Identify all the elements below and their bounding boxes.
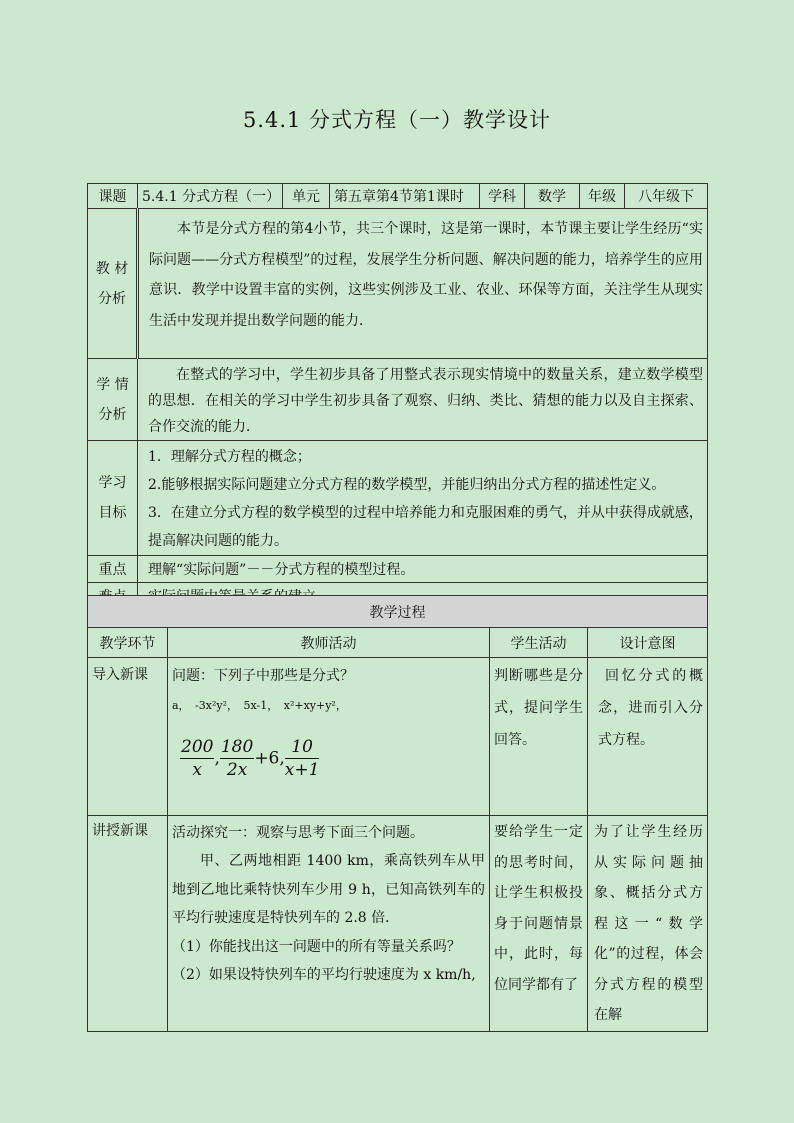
process-title: 教学过程 — [88, 596, 708, 628]
intro-intent: 回忆分式的概念，进而引入分式方程。 — [598, 668, 703, 748]
header-teacher: 教师活动 — [168, 628, 490, 658]
intro-student: 判断哪些是分式，提问学生回答。 — [494, 668, 583, 748]
subject-value: 数学 — [525, 184, 580, 209]
students-row — [88, 359, 708, 441]
unit-label: 单元 — [283, 184, 330, 209]
topic-value: 5.4.1 分式方程（一） — [138, 184, 283, 209]
denominator: x — [192, 760, 203, 780]
header-intent: 设计意图 — [588, 628, 708, 658]
key-point-label: 重点 — [88, 556, 138, 583]
explore-row — [88, 816, 708, 1032]
process-table — [87, 595, 708, 1032]
fraction — [285, 736, 320, 781]
intro-question: 问题：下列子中那些是分式？ — [172, 668, 354, 684]
denominator: x+1 — [284, 760, 320, 780]
fraction — [220, 736, 254, 781]
students-label: 学 情 分析 — [88, 359, 138, 441]
grade-value: 八年级下 — [625, 184, 708, 209]
process-title-row — [88, 596, 708, 628]
fraction-tail: +6, — [254, 748, 285, 769]
goal-item: 2.能够根据实际问题建立分式方程的数学模型，并能归纳出分式方程的描述性定义。 — [148, 477, 666, 493]
denominator: 2x — [226, 760, 248, 780]
goal-item: 3．在建立分式方程的数学模型的过程中培养能力和克服困难的勇气，并从中获得成就感，提高解决问题的能力。 — [148, 505, 703, 549]
explore-question-1: （1）你能找出这一问题中的所有等量关系吗？ — [172, 938, 461, 955]
page-title: 5.4.1 分式方程（一）教学设计 — [242, 108, 552, 132]
key-point-text: 理解“实际问题”－－分式方程的模型过程。 — [138, 556, 708, 583]
explore-problem: 甲、乙两地相距 1400 km，乘高铁列车从甲地到乙地比乘特快列车少用 9 h，已知高铁列车的平均行驶速度是特快列车的 2.8 倍． — [172, 853, 485, 926]
process-header-row — [88, 628, 708, 658]
subject-label: 学科 — [480, 184, 525, 209]
numerator: 180 — [220, 737, 254, 757]
intro-expressions: a， -3x²y²， 5x-1， x²+xy+y²， — [172, 699, 347, 712]
header-student: 学生活动 — [490, 628, 588, 658]
explore-heading: 活动探究一：观察与思考下面三个问题。 — [172, 825, 424, 841]
intro-fractions — [172, 736, 485, 781]
explore-student: 要给学生一定的思考时间，让学生积极投身于问题情景中，此时，每位同学都有了 — [494, 824, 583, 993]
explore-intent: 为了让学生经历从实际问题抽象、概括分式方程这一“数学化”的过程，体会分式方程的模型在解 — [594, 824, 703, 1023]
header-stage: 教学环节 — [88, 628, 168, 658]
info-table — [87, 183, 708, 610]
material-row — [88, 209, 708, 359]
explore-stage: 讲授新课 — [88, 816, 168, 1032]
numerator: 10 — [285, 736, 320, 759]
goals-label: 学习 目标 — [88, 441, 138, 556]
material-label: 教 材 分析 — [88, 209, 138, 359]
key-point-row — [88, 556, 708, 583]
goal-item: 1．理解分式方程的概念； — [148, 449, 311, 465]
fraction — [180, 736, 214, 781]
numerator: 200 — [181, 737, 214, 757]
students-text: 在整式的学习中，学生初步具备了用整式表示现实情境中的数量关系，建立数学模型的思想．在相关的学习中学生初步具备了观察、归纳、类比、猜想的能力以及自主探索、合作交流的能力． — [148, 367, 703, 435]
unit-value: 第五章第4节第1课时 — [330, 184, 480, 209]
intro-stage: 导入新课 — [88, 658, 168, 816]
comma: , — [214, 748, 220, 769]
grade-label: 年级 — [580, 184, 625, 209]
topic-label: 课题 — [88, 184, 138, 209]
material-text: 本节是分式方程的第4小节，共三个课时，这是第一课时，本节课主要让学生经历“实际问题——分式方程模型”的过程，发展学生分析问题、解决问题的能力，培养学生的应用意识．教学中设置丰富的实例，这些实例涉及工业、农业、环保等方面，关注学生从现实生活中发现并提出数学问题的能力． — [149, 221, 703, 329]
explore-question-2: （2）如果设特快列车的平均行驶速度为 x km/h, — [172, 966, 476, 983]
intro-row — [88, 658, 708, 816]
info-row — [88, 184, 708, 209]
goals-row — [88, 441, 708, 556]
